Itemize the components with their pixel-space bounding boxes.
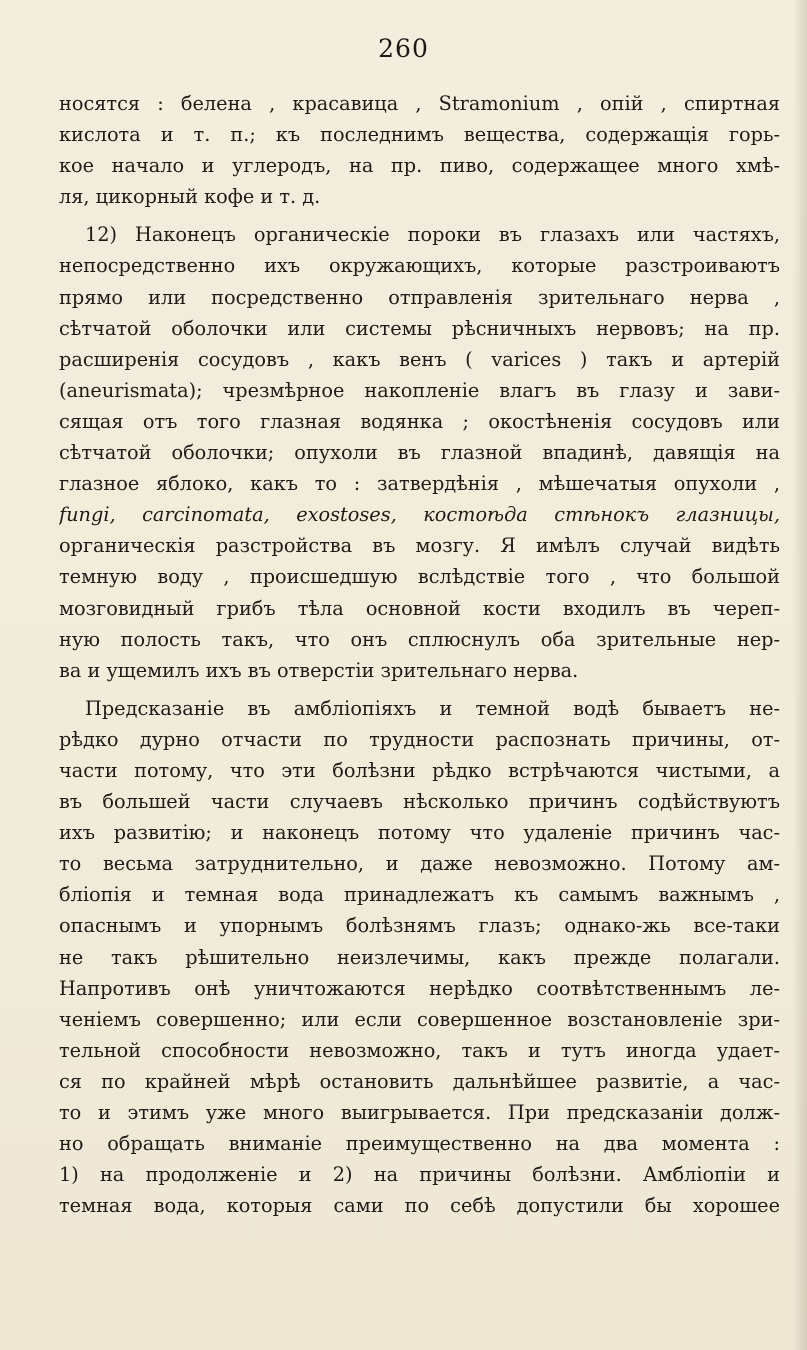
text-line: 1) на продолженіе и 2) на причины болѣзни. Амбліопіи и [59,1163,780,1187]
text-line: Напротивъ онѣ уничтожаются нерѣдко соотвѣтственнымъ ле- [59,976,780,1000]
text-line: кислота и т. п.; къ последнимъ вещества, содержащія горь- [59,123,780,147]
paragraph-3 [59,693,780,1222]
text-line: бліопія и темная вода принадлежатъ къ самымъ важнымъ , [59,883,780,907]
text-line: не такъ рѣшительно неизлечимы, какъ прежде полагали. [59,945,780,969]
text-line: темную воду , происшедшую вслѣдствіе того , что большой [59,565,780,589]
text-line: органическія разстройства въ мозгу. Я имѣлъ случай видѣть [59,534,780,558]
text-line: ченіемъ совершенно; или если совершенное возстановленіе зри- [59,1007,780,1031]
text-line: сѣтчатой оболочки; опухоли въ глазной впадинѣ, давящія на [59,441,780,465]
text-line: непосредственно ихъ окружающихъ, которые разстроиваютъ [59,254,780,278]
page-text [59,88,780,1221]
text-line: ва и ущемилъ ихъ въ отверстіи зрительнаго нерва. [59,658,579,682]
text-line: прямо или посредственно отправленія зрительнаго нерва , [59,285,780,309]
text-line: то и этимъ уже много выигрывается. При предсказаніи долж- [59,1101,780,1124]
text-line: глазное яблоко, какъ то : затвердѣнія , мѣшечатыя опухоли , [59,472,780,496]
text-line: Предсказаніе въ амбліопіяхъ и темной водѣ бываетъ не- [85,696,780,720]
text-line: 12) Наконецъ органическіе пороки въ глазахъ или частяхъ, [85,223,780,247]
text-line: темная вода, которыя сами по себѣ допустили бы хорошее [59,1194,780,1218]
text-line: ся по крайней мѣрѣ остановить дальнѣйшее развитіе, а час- [59,1069,780,1093]
text-line: опаснымъ и упорнымъ болѣзнямъ глазъ; однако-жь все-таки [59,914,780,938]
text-line: кое начало и углеродъ, на пр. пиво, содержащее много хмѣ- [59,154,780,178]
page-number: 260 [378,34,429,63]
text-line: ля, цикорный кофе и т. д. [59,185,321,209]
text-line: но обращать вниманіе преимущественно на два момента : [59,1132,780,1156]
text-line: то весьма затруднительно, и даже невозможно. Потому ам- [59,852,780,876]
text-line: fungi, carcinomata, exostoses, костоѣда стѣнокъ глазницы, [59,503,780,527]
text-line: мозговидный грибъ тѣла основной кости входилъ въ череп- [59,596,780,620]
text-line: носятся : белена , красавица , Stramonium , опій , спиртная [59,92,780,115]
text-line: (aneurismata); чрезмѣрное накопленіе влагъ въ глазу и зави- [59,378,780,402]
text-line: расширенія сосудовъ , какъ венъ ( varices ) такъ и артерій [59,347,780,371]
text-line: рѣдко дурно отчасти по трудности распознать причины, от- [59,727,780,751]
paragraph-2 [59,219,780,685]
paragraph-1 [59,88,780,212]
text-line: сѣтчатой оболочки или системы рѣсничныхъ нервовъ; на пр. [59,316,780,340]
text-line: въ большей части случаевъ нѣсколько причинъ содѣйствуютъ [59,790,780,814]
text-line: части потому, что эти болѣзни рѣдко встрѣчаются чистыми, а [59,758,780,782]
text-line: сящая отъ того глазная водянка ; окостѣненія сосудовъ или [59,409,780,433]
text-line: ную полость такъ, что онъ сплюснулъ оба зрительные нер- [59,627,780,651]
text-line: тельной способности невозможно, такъ и тутъ иногда удает- [59,1038,780,1062]
text-line: ихъ развитію; и наконецъ потому что удаленіе причинъ час- [59,821,780,845]
